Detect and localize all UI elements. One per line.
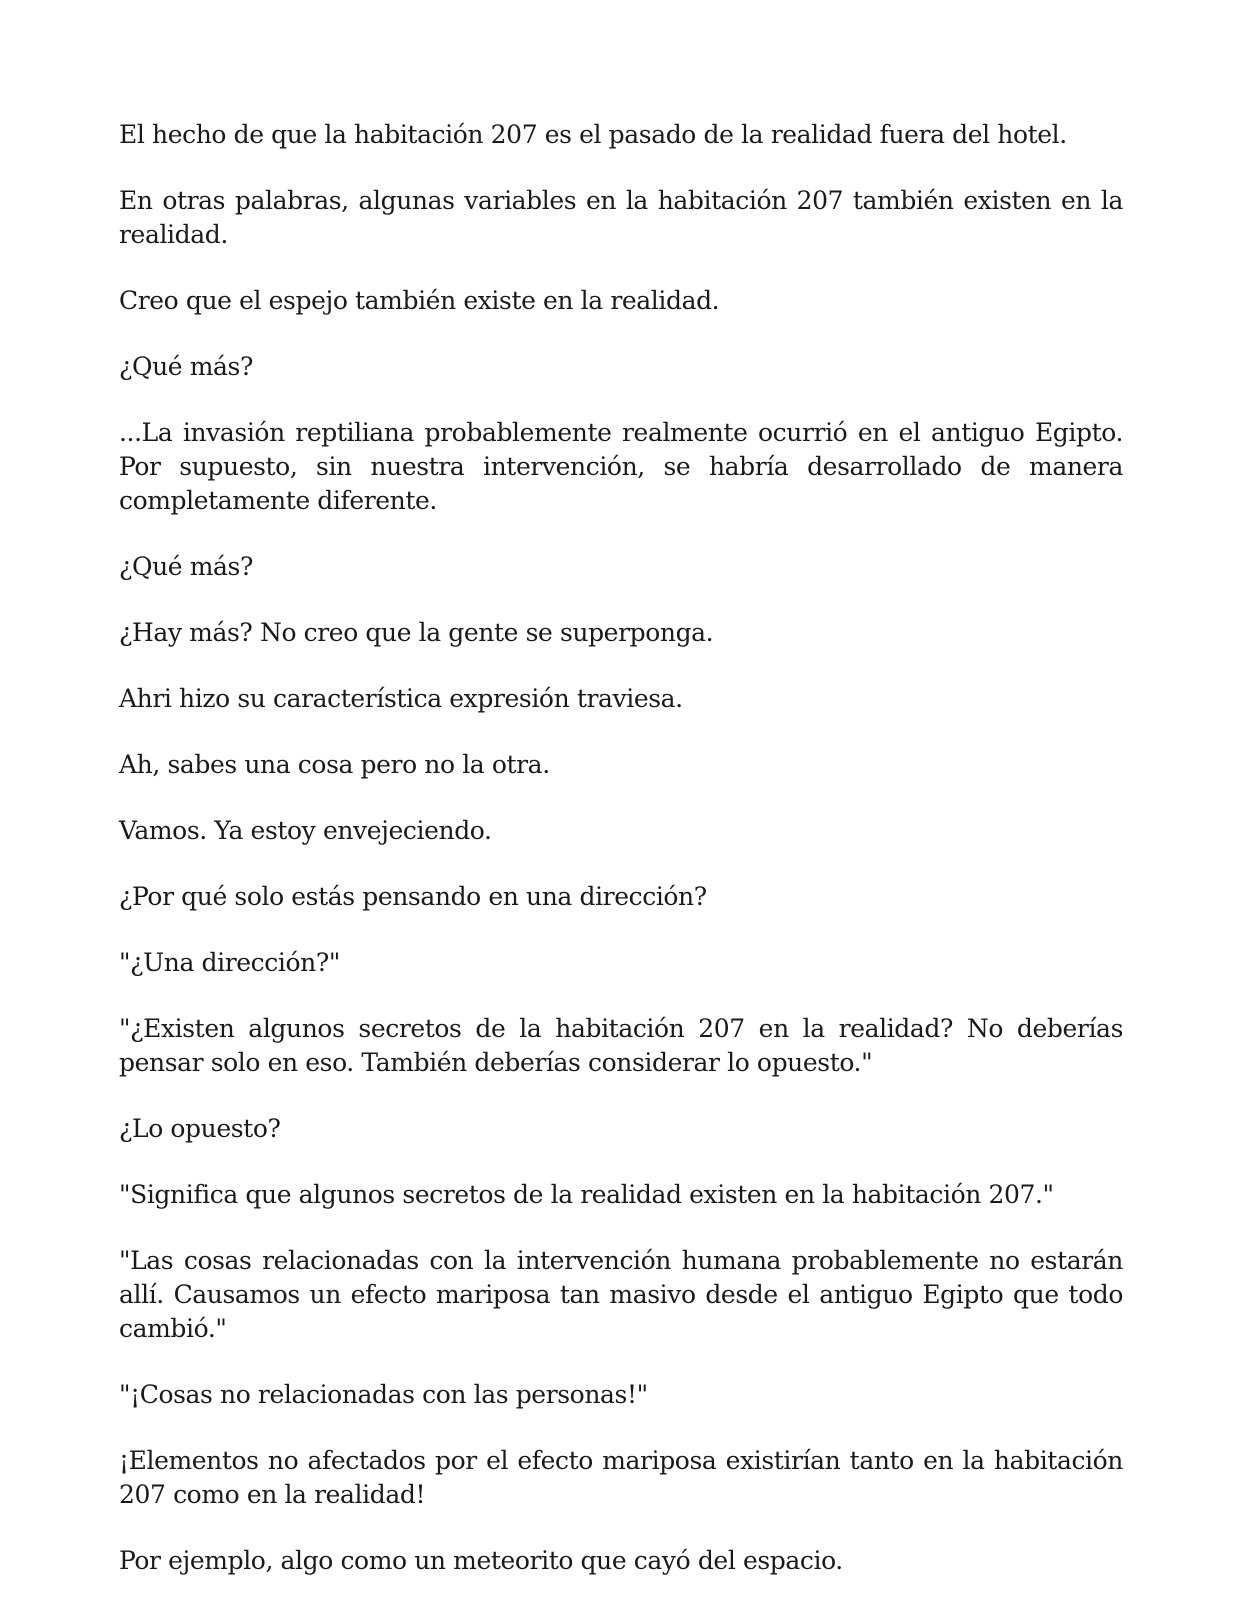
paragraph: En otras palabras, algunas variables en la habitación 207 también existen en la realidad. bbox=[119, 186, 1123, 249]
paragraph: Ahri hizo su característica expresión traviesa. bbox=[119, 684, 683, 713]
paragraph: "¿Existen algunos secretos de la habitación 207 en la realidad? No deberías pensar solo en eso. También deberías considerar lo opuesto." bbox=[119, 1014, 1123, 1077]
paragraph: "Las cosas relacionadas con la intervención humana probablemente no estarán allí. Causamos un efecto mariposa tan masivo desde el antiguo Egipto que todo cambió." bbox=[119, 1246, 1123, 1343]
paragraph: "¡Cosas no relacionadas con las personas!" bbox=[119, 1380, 648, 1409]
paragraph: "Significa que algunos secretos de la realidad existen en la habitación 207." bbox=[119, 1180, 1054, 1209]
paragraph: ¿Qué más? bbox=[119, 352, 253, 381]
paragraph: ¿Por qué solo estás pensando en una dirección? bbox=[119, 882, 707, 911]
paragraph: ¡Elementos no afectados por el efecto mariposa existirían tanto en la habitación 207 como en la realidad! bbox=[119, 1446, 1123, 1509]
paragraph: "¿Una dirección?" bbox=[119, 948, 340, 977]
paragraph: Vamos. Ya estoy envejeciendo. bbox=[119, 816, 492, 845]
paragraph: ¿Lo opuesto? bbox=[119, 1114, 281, 1143]
paragraph: Por ejemplo, algo como un meteorito que cayó del espacio. bbox=[119, 1546, 843, 1575]
paragraph: ...La invasión reptiliana probablemente realmente ocurrió en el antiguo Egipto. Por supuesto, sin nuestra intervención, se habría desarrollado de manera completamente diferente. bbox=[119, 418, 1123, 515]
paragraph: El hecho de que la habitación 207 es el pasado de la realidad fuera del hotel. bbox=[119, 120, 1067, 149]
paragraph: Ah, sabes una cosa pero no la otra. bbox=[119, 750, 550, 779]
document-body bbox=[119, 118, 1123, 1610]
paragraph: ¿Qué más? bbox=[119, 552, 253, 581]
paragraph: ¿Hay más? No creo que la gente se superponga. bbox=[119, 618, 714, 647]
paragraph: Creo que el espejo también existe en la realidad. bbox=[119, 286, 720, 315]
